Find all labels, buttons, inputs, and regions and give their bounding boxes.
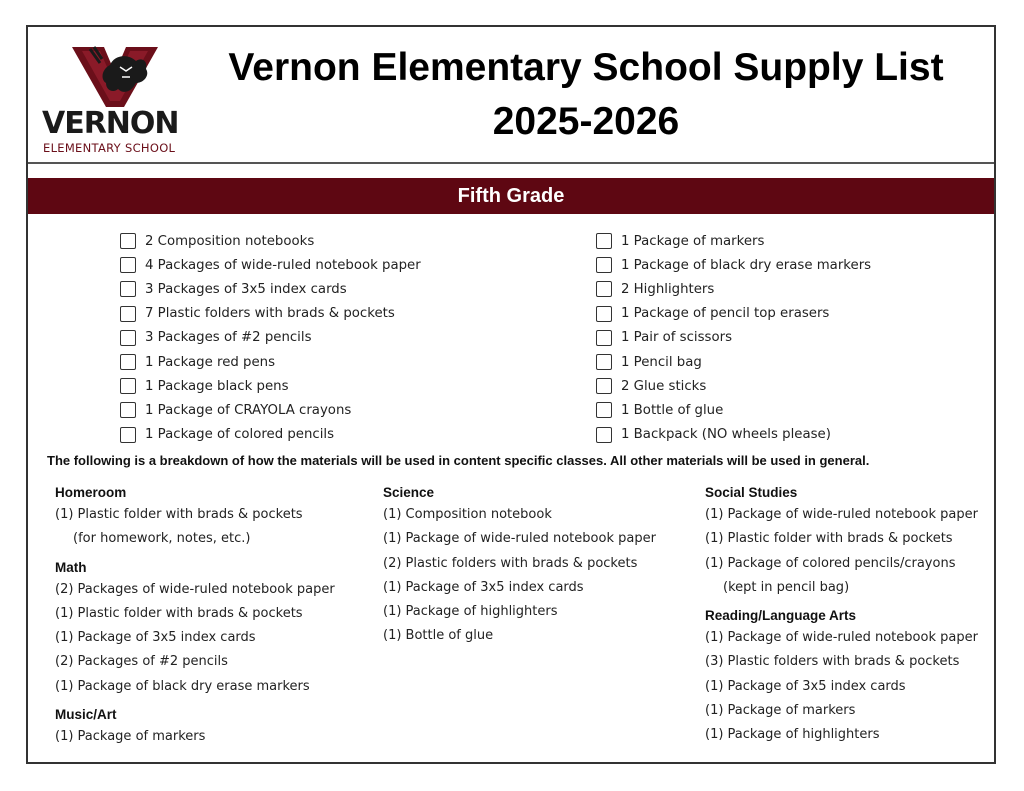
checkbox[interactable]: [596, 402, 612, 418]
checkbox[interactable]: [596, 257, 612, 273]
checkbox[interactable]: [120, 233, 136, 249]
checkbox[interactable]: [120, 281, 136, 297]
checkbox[interactable]: [120, 378, 136, 394]
header: [28, 27, 994, 164]
checklist-item[interactable]: 1 Pencil bag: [596, 350, 871, 374]
section-title-science: Science: [383, 485, 435, 500]
section-item: (1) Package of 3x5 index cards: [383, 579, 584, 595]
section-item: (1) Package of highlighters: [705, 727, 880, 743]
breakdown-column-2: [383, 483, 683, 649]
breakdown-column-1: [55, 483, 355, 749]
checkbox[interactable]: [120, 354, 136, 370]
checkbox[interactable]: [120, 257, 136, 273]
section-item: (2) Plastic folders with brads & pockets: [383, 555, 638, 571]
checkbox[interactable]: [596, 281, 612, 297]
section-title-reading: Reading/Language Arts: [705, 608, 857, 624]
checklist-item[interactable]: 1 Package of CRAYOLA crayons: [120, 398, 421, 422]
section-title-homeroom: Homeroom: [55, 485, 127, 500]
section-title-music-art: Music/Art: [55, 707, 117, 723]
checklist-item[interactable]: 1 Pair of scissors: [596, 326, 871, 350]
checklist-item[interactable]: 3 Packages of #2 pencils: [120, 326, 421, 350]
checkbox[interactable]: [120, 427, 136, 443]
section-item: (1) Plastic folder with brads & pockets: [55, 507, 303, 522]
section-item: (1) Bottle of glue: [383, 628, 494, 644]
checklist-item[interactable]: 4 Packages of wide-ruled notebook paper: [120, 253, 421, 277]
section-item: (1) Package of wide-ruled notebook paper: [705, 630, 978, 646]
checklist-item[interactable]: 1 Package of pencil top erasers: [596, 302, 871, 326]
logo-subtitle: ELEMENTARY SCHOOL: [43, 141, 176, 155]
checklist-item[interactable]: 1 Package red pens: [120, 350, 421, 374]
grade-banner: Fifth Grade: [28, 178, 994, 214]
wildcat-v-logo-icon: [70, 43, 160, 109]
checklist-item[interactable]: 1 Package black pens: [120, 374, 421, 398]
checklist-item[interactable]: 7 Plastic folders with brads & pockets: [120, 302, 421, 326]
checklist-item[interactable]: 1 Package of colored pencils: [120, 423, 421, 447]
section-item: (1) Plastic folder with brads & pockets: [705, 531, 953, 547]
checklist-item[interactable]: 1 Package of markers: [596, 229, 871, 253]
checkbox[interactable]: [596, 233, 612, 249]
checklist-right: [596, 229, 871, 447]
section-item: (1) Package of colored pencils/crayons: [705, 555, 956, 571]
checkbox[interactable]: [596, 427, 612, 443]
checkbox[interactable]: [596, 330, 612, 346]
checkbox[interactable]: [120, 306, 136, 322]
supply-list-page: [26, 25, 996, 764]
checkbox[interactable]: [596, 354, 612, 370]
checklist-item[interactable]: 2 Glue sticks: [596, 374, 871, 398]
checklist-item[interactable]: 1 Package of black dry erase markers: [596, 253, 871, 277]
section-item: (1) Package of wide-ruled notebook paper: [383, 531, 656, 547]
checklist-left: [120, 229, 421, 447]
checkbox[interactable]: [120, 330, 136, 346]
checkbox[interactable]: [120, 402, 136, 418]
checklist-item[interactable]: 3 Packages of 3x5 index cards: [120, 277, 421, 301]
checklist-item[interactable]: 2 Highlighters: [596, 277, 871, 301]
section-item-note: (kept in pencil bag): [723, 579, 850, 595]
checkbox[interactable]: [596, 306, 612, 322]
section-item: (1) Package of wide-ruled notebook paper: [705, 507, 978, 522]
section-item: (1) Package of black dry erase markers: [55, 678, 310, 694]
breakdown-column-3: [705, 483, 995, 748]
section-item: (1) Package of 3x5 index cards: [55, 630, 256, 646]
title-line-2: 2025-2026: [492, 100, 680, 143]
checklist-item[interactable]: 2 Composition notebooks: [120, 229, 421, 253]
section-item: (1) Package of 3x5 index cards: [705, 678, 906, 694]
section-item: (2) Packages of wide-ruled notebook paper: [55, 581, 335, 597]
section-title-social-studies: Social Studies: [705, 485, 798, 500]
checklist-item[interactable]: 1 Bottle of glue: [596, 398, 871, 422]
section-item: (1) Composition notebook: [383, 507, 552, 522]
section-item: (1) Package of highlighters: [383, 604, 558, 620]
page-title: [188, 41, 984, 149]
breakdown-note: The following is a breakdown of how the materials will be used in content specific classes. All other materials will be used in general.: [47, 453, 870, 468]
checklist-item[interactable]: 1 Backpack (NO wheels please): [596, 423, 871, 447]
section-item: (2) Packages of #2 pencils: [55, 654, 228, 670]
checkbox[interactable]: [596, 378, 612, 394]
section-item: (1) Package of markers: [705, 703, 856, 719]
section-item: (3) Plastic folders with brads & pockets: [705, 654, 960, 670]
section-item-note: (for homework, notes, etc.): [73, 531, 251, 547]
title-line-1: Vernon Elementary School Supply List: [228, 46, 944, 89]
logo-wordmark: VERNON: [42, 106, 179, 141]
school-logo: [42, 43, 184, 155]
section-item: (1) Package of markers: [55, 729, 206, 745]
section-title-math: Math: [55, 559, 87, 575]
section-item: (1) Plastic folder with brads & pockets: [55, 605, 303, 621]
